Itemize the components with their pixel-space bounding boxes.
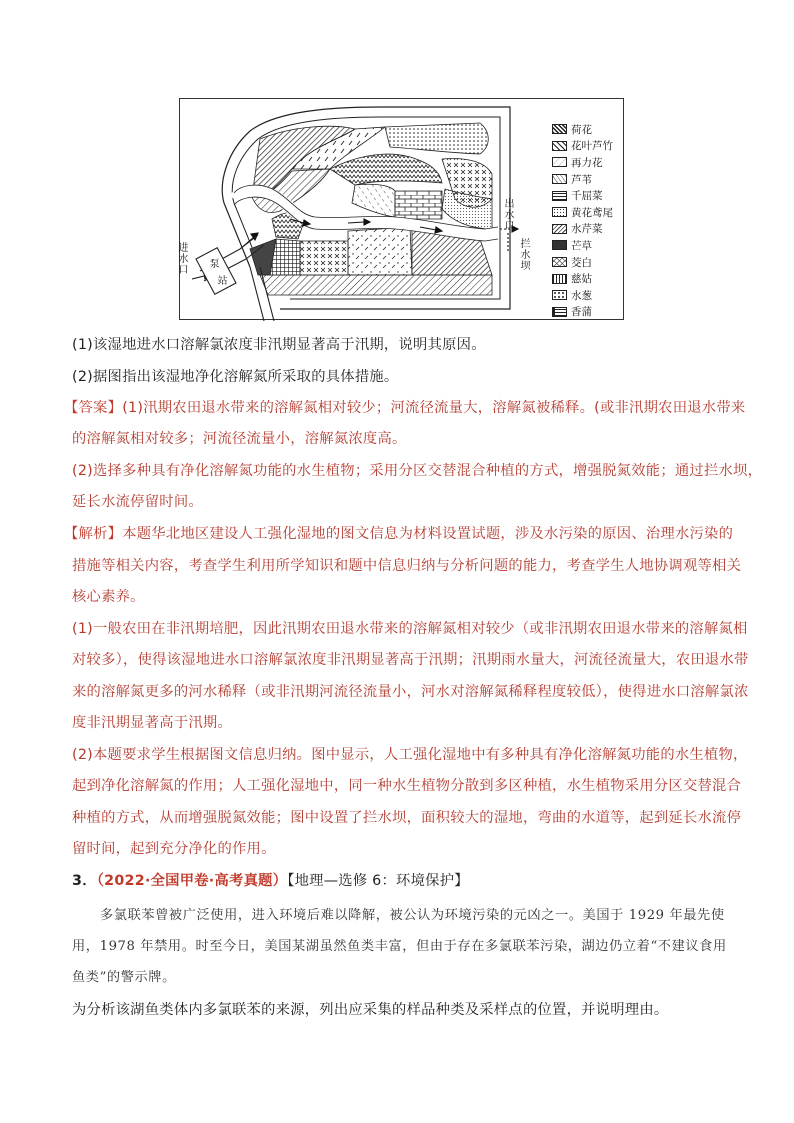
legend-item — [552, 138, 624, 155]
legend-item — [552, 237, 624, 254]
inlet-label: 进水口 — [178, 243, 189, 276]
analysis-line-9: 起到净化溶解氮的作用；人工强化湿地中，同一种水生植物分散到多区种植，水生植物采用分区交替混合 — [72, 778, 742, 794]
analysis-line-3: 核心素养。 — [72, 589, 145, 605]
question-topic: 【地理—选修 6：环境保护】 — [287, 873, 469, 889]
question-1: (1)该湿地进水口溶解氯浓度非汛期显著高于汛期，说明其原因。 — [72, 337, 486, 353]
swatch-thalia-icon — [552, 157, 567, 167]
swatch-arrowhead-icon — [552, 274, 567, 284]
swatch-reed-icon — [552, 174, 567, 184]
analysis-tag: 【解析】 — [64, 526, 123, 542]
swatch-zizania-icon — [552, 257, 567, 267]
legend-label: 水葱 — [571, 289, 592, 302]
legend-label: 芒草 — [571, 239, 592, 252]
legend-label: 茭白 — [571, 256, 592, 269]
swatch-iris-icon — [552, 207, 567, 217]
answer-tag: 【答案】 — [64, 400, 123, 416]
analysis-line-7: 度非汛期显著高于汛期。 — [72, 715, 233, 731]
legend-item — [552, 304, 624, 321]
swatch-bulrush-icon — [552, 290, 567, 300]
analysis-line-6: 来的溶解氮更多的河水稀释（或非汛期河流径流量小，河水对溶解氮稀释程度较低），使得进水口溶解氯浓 — [72, 684, 749, 700]
legend-label: 荷花 — [571, 123, 592, 136]
analysis-line-5: 对较多），使得该湿地进水口溶解氯浓度非汛期显著高于汛期；汛期雨水量大，河流径流量大，农田退水带 — [72, 652, 749, 668]
swatch-celery-icon — [552, 224, 567, 234]
legend-label: 芦苇 — [571, 173, 592, 186]
analysis-line-2: 措施等相关内容，考查学生利用所学知识和题中信息归纳与分析问题的能力，考查学生人地协调观等相关 — [72, 558, 742, 574]
material-line-3: 鱼类”的警示牌。 — [72, 970, 176, 985]
legend-label: 慈姑 — [571, 273, 592, 286]
wetland-map-figure — [179, 98, 624, 320]
question-3-header — [72, 871, 469, 891]
swatch-lotus-icon — [552, 124, 567, 134]
legend-item — [552, 270, 624, 287]
analysis-line-11: 留时间，起到充分净化的作用。 — [72, 841, 276, 857]
analysis-line-10: 种植的方式，从而增强脱氮效能；图中设置了拦水坝，面积较大的湿地，弯曲的水道等，起到延长水流停 — [72, 810, 742, 826]
legend-label: 再力花 — [571, 156, 603, 169]
legend-item — [552, 187, 624, 204]
swatch-cattail-icon — [552, 307, 567, 317]
question-2: (2)据图指出该湿地净化溶解氮所采取的具体措施。 — [72, 369, 399, 385]
answer-text: (1)汛期农田退水带来的溶解氮相对较少；河流径流量大，溶解氮被稀释。(或非汛期农田退水带来 — [122, 400, 746, 416]
answer-line-4: 延长水流停留时间。 — [72, 494, 203, 510]
legend-label: 花叶芦竹 — [571, 140, 613, 153]
legend-label: 香蒲 — [571, 306, 592, 319]
analysis-text: 本题华北地区建设人工强化湿地的图文信息为材料设置试题，涉及水污染的原因、治理水污染的 — [122, 526, 734, 542]
legend-item — [552, 204, 624, 221]
question-number: 3． — [72, 873, 97, 889]
analysis-line-8: (2)本题要求学生根据图文信息归纳。图中显示，人工强化湿地中有多种具有净化溶解氮功能的水生植物， — [72, 747, 748, 763]
answer-line-1 — [64, 398, 745, 418]
analysis-line-4: (1)一般农田在非汛期培肥，因此汛期农田退水带来的溶解氮相对较少（或非汛期农田退水带来的溶解氮相 — [72, 621, 748, 637]
legend-item — [552, 221, 624, 238]
answer-line-2: 的溶解氮相对较多；河流径流量小，溶解氮浓度高。 — [72, 431, 407, 447]
legend-item — [552, 254, 624, 271]
dam-label: 拦水坝 — [520, 239, 531, 272]
outlet-label: 出水口 — [504, 199, 515, 232]
swatch-miscanthus-icon — [552, 240, 567, 250]
question-3-prompt: 为分析该湖鱼类体内多氯联苯的来源，列出应采集的样品种类及采样点的位置，并说明理由。 — [72, 1002, 669, 1018]
material-line-2: 用，1978 年禁用。时至今日，美国某湖虽然鱼类丰富，但由于存在多氯联苯污染，湖边仍立着“不建议食用 — [72, 939, 727, 954]
legend — [552, 121, 624, 320]
swatch-arundo-icon — [552, 141, 567, 151]
legend-label: 水芹菜 — [571, 223, 603, 236]
material-line-1: 多氯联苯曾被广泛使用，进入环境后难以降解，被公认为环境污染的元凶之一。美国于 1929 年最先使 — [100, 908, 725, 923]
legend-item — [552, 287, 624, 304]
swatch-loosestrife-icon — [552, 191, 567, 201]
legend-label: 黄花鸢尾 — [571, 206, 613, 219]
legend-item — [552, 121, 624, 138]
answer-line-3: (2)选择多种具有净化溶解氮功能的水生植物；采用分区交替混合种植的方式，增强脱氮效能；通过拦水坝， — [72, 463, 763, 479]
legend-item — [552, 154, 624, 171]
legend-item — [552, 171, 624, 188]
legend-label: 千屈菜 — [571, 190, 603, 203]
pump-label: 泵 — [209, 259, 220, 270]
station-label: 站 — [217, 276, 228, 287]
analysis-line-1 — [64, 524, 733, 544]
question-source: （2022·全国甲卷·高考真题） — [96, 873, 288, 889]
